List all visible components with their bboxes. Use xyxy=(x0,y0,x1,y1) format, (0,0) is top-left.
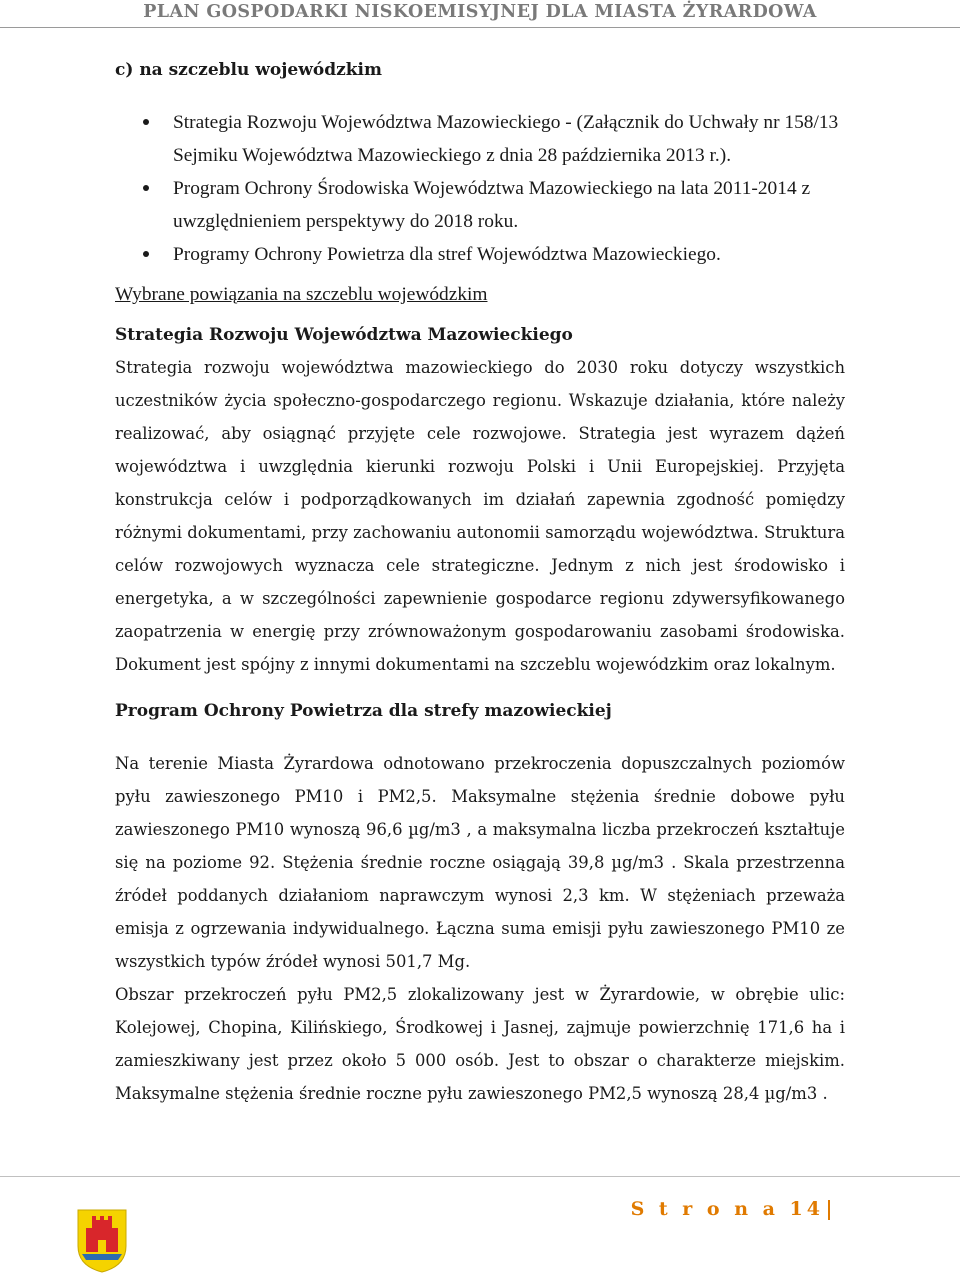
bullet-icon xyxy=(143,119,149,125)
list-item: Program Ochrony Środowiska Województwa Mazowieckiego na lata 2011-2014 z uwzględnieniem perspektywy do 2018 roku. xyxy=(115,172,845,238)
page-number: S t r o n a 14 xyxy=(631,1198,830,1220)
program-heading: Program Ochrony Powietrza dla strefy mazowieckiej xyxy=(115,701,612,721)
bullet-icon xyxy=(143,185,149,191)
header-divider xyxy=(0,27,960,28)
program-paragraph-2: Obszar przekroczeń pyłu PM2,5 zlokalizowany jest w Żyrardowie, w obrębie ulic: Kolejowej, Chopina, Kilińskiego, Środkowej i Jasnej, zajmuje powierzchnię 171,6 ha i zamieszkiwany jest przez około 5 000 osób. Jest to obszar o charakterze miejskim. Maksymalne stężenia średnie roczne pyłu zawieszonego PM2,5 wynoszą 28,4 µg/m3 . xyxy=(115,985,845,1103)
strategy-paragraph: Strategia rozwoju województwa mazowieckiego do 2030 roku dotyczy wszystkich uczestników życia społeczno-gospodarczego regionu. Wskazuje działania, które należy realizować, aby osiągnąć przyjęte cele rozwojowe. Strategia jest wyrazem dążeń województwa i uwzględnia kierunki rozwoju Polski i Unii Europejskiej. Przyjęta konstrukcja celów i podporządkowanych im działań zapewnia zgodność pomiędzy różnymi dokumentami, przy zachowaniu autonomii samorządu województwa. Struktura celów rozwojowych wyznacza cele strategiczne. Jednym z nich jest środowisko i energetyka, a w szczególności zapewnienie gospodarce regionu zdywersyfikowanego zaopatrzenia w energię przy zrównoważonym gospodarowaniu zasobami środowiska. Dokument jest spójny z innymi dokumentami na szczeblu wojewódzkim oraz lokalnym. xyxy=(115,358,845,674)
document-title: PLAN GOSPODARKI NISKOEMISYJNEJ DLA MIASTA ŻYRARDOWA xyxy=(143,2,817,22)
page-content xyxy=(115,54,845,1110)
bullet-icon xyxy=(143,251,149,257)
program-paragraph-1: Na terenie Miasta Żyrardowa odnotowano przekroczenia dopuszczalnych poziomów pyłu zawieszonego PM10 i PM2,5. Maksymalne stężenia średnie dobowe pyłu zawieszonego PM10 wynoszą 96,6 µg/m3 , a maksymalna liczba przekroczeń kształtuje się na poziome 92. Stężenia średnie roczne osiągają 39,8 µg/m3 . Skala przestrzenna źródeł poddanych działaniom naprawczym wynosi 2,3 km. W stężeniach przeważa emisja z ogrzewania indywidualnego. Łączna suma emisji pyłu zawieszonego PM10 ze wszystkich typów źródeł wynosi 501,7 Mg. xyxy=(115,754,845,971)
related-links-label: Wybrane powiązania na szczeblu wojewódzkim xyxy=(115,284,488,305)
page-header xyxy=(0,0,960,28)
city-crest-icon xyxy=(76,1208,128,1274)
footer-divider xyxy=(0,1176,960,1177)
list-item: Programy Ochrony Powietrza dla stref Województwa Mazowieckiego. xyxy=(115,238,845,271)
page-separator xyxy=(828,1200,830,1220)
bullet-list xyxy=(115,106,845,271)
section-heading: c) na szczeblu wojewódzkim xyxy=(115,60,382,80)
list-item: Strategia Rozwoju Województwa Mazowieckiego - (Załącznik do Uchwały nr 158/13 Sejmiku Województwa Mazowieckiego z dnia 28 października 2013 r.). xyxy=(115,106,845,172)
strategy-heading: Strategia Rozwoju Województwa Mazowieckiego xyxy=(115,325,573,345)
